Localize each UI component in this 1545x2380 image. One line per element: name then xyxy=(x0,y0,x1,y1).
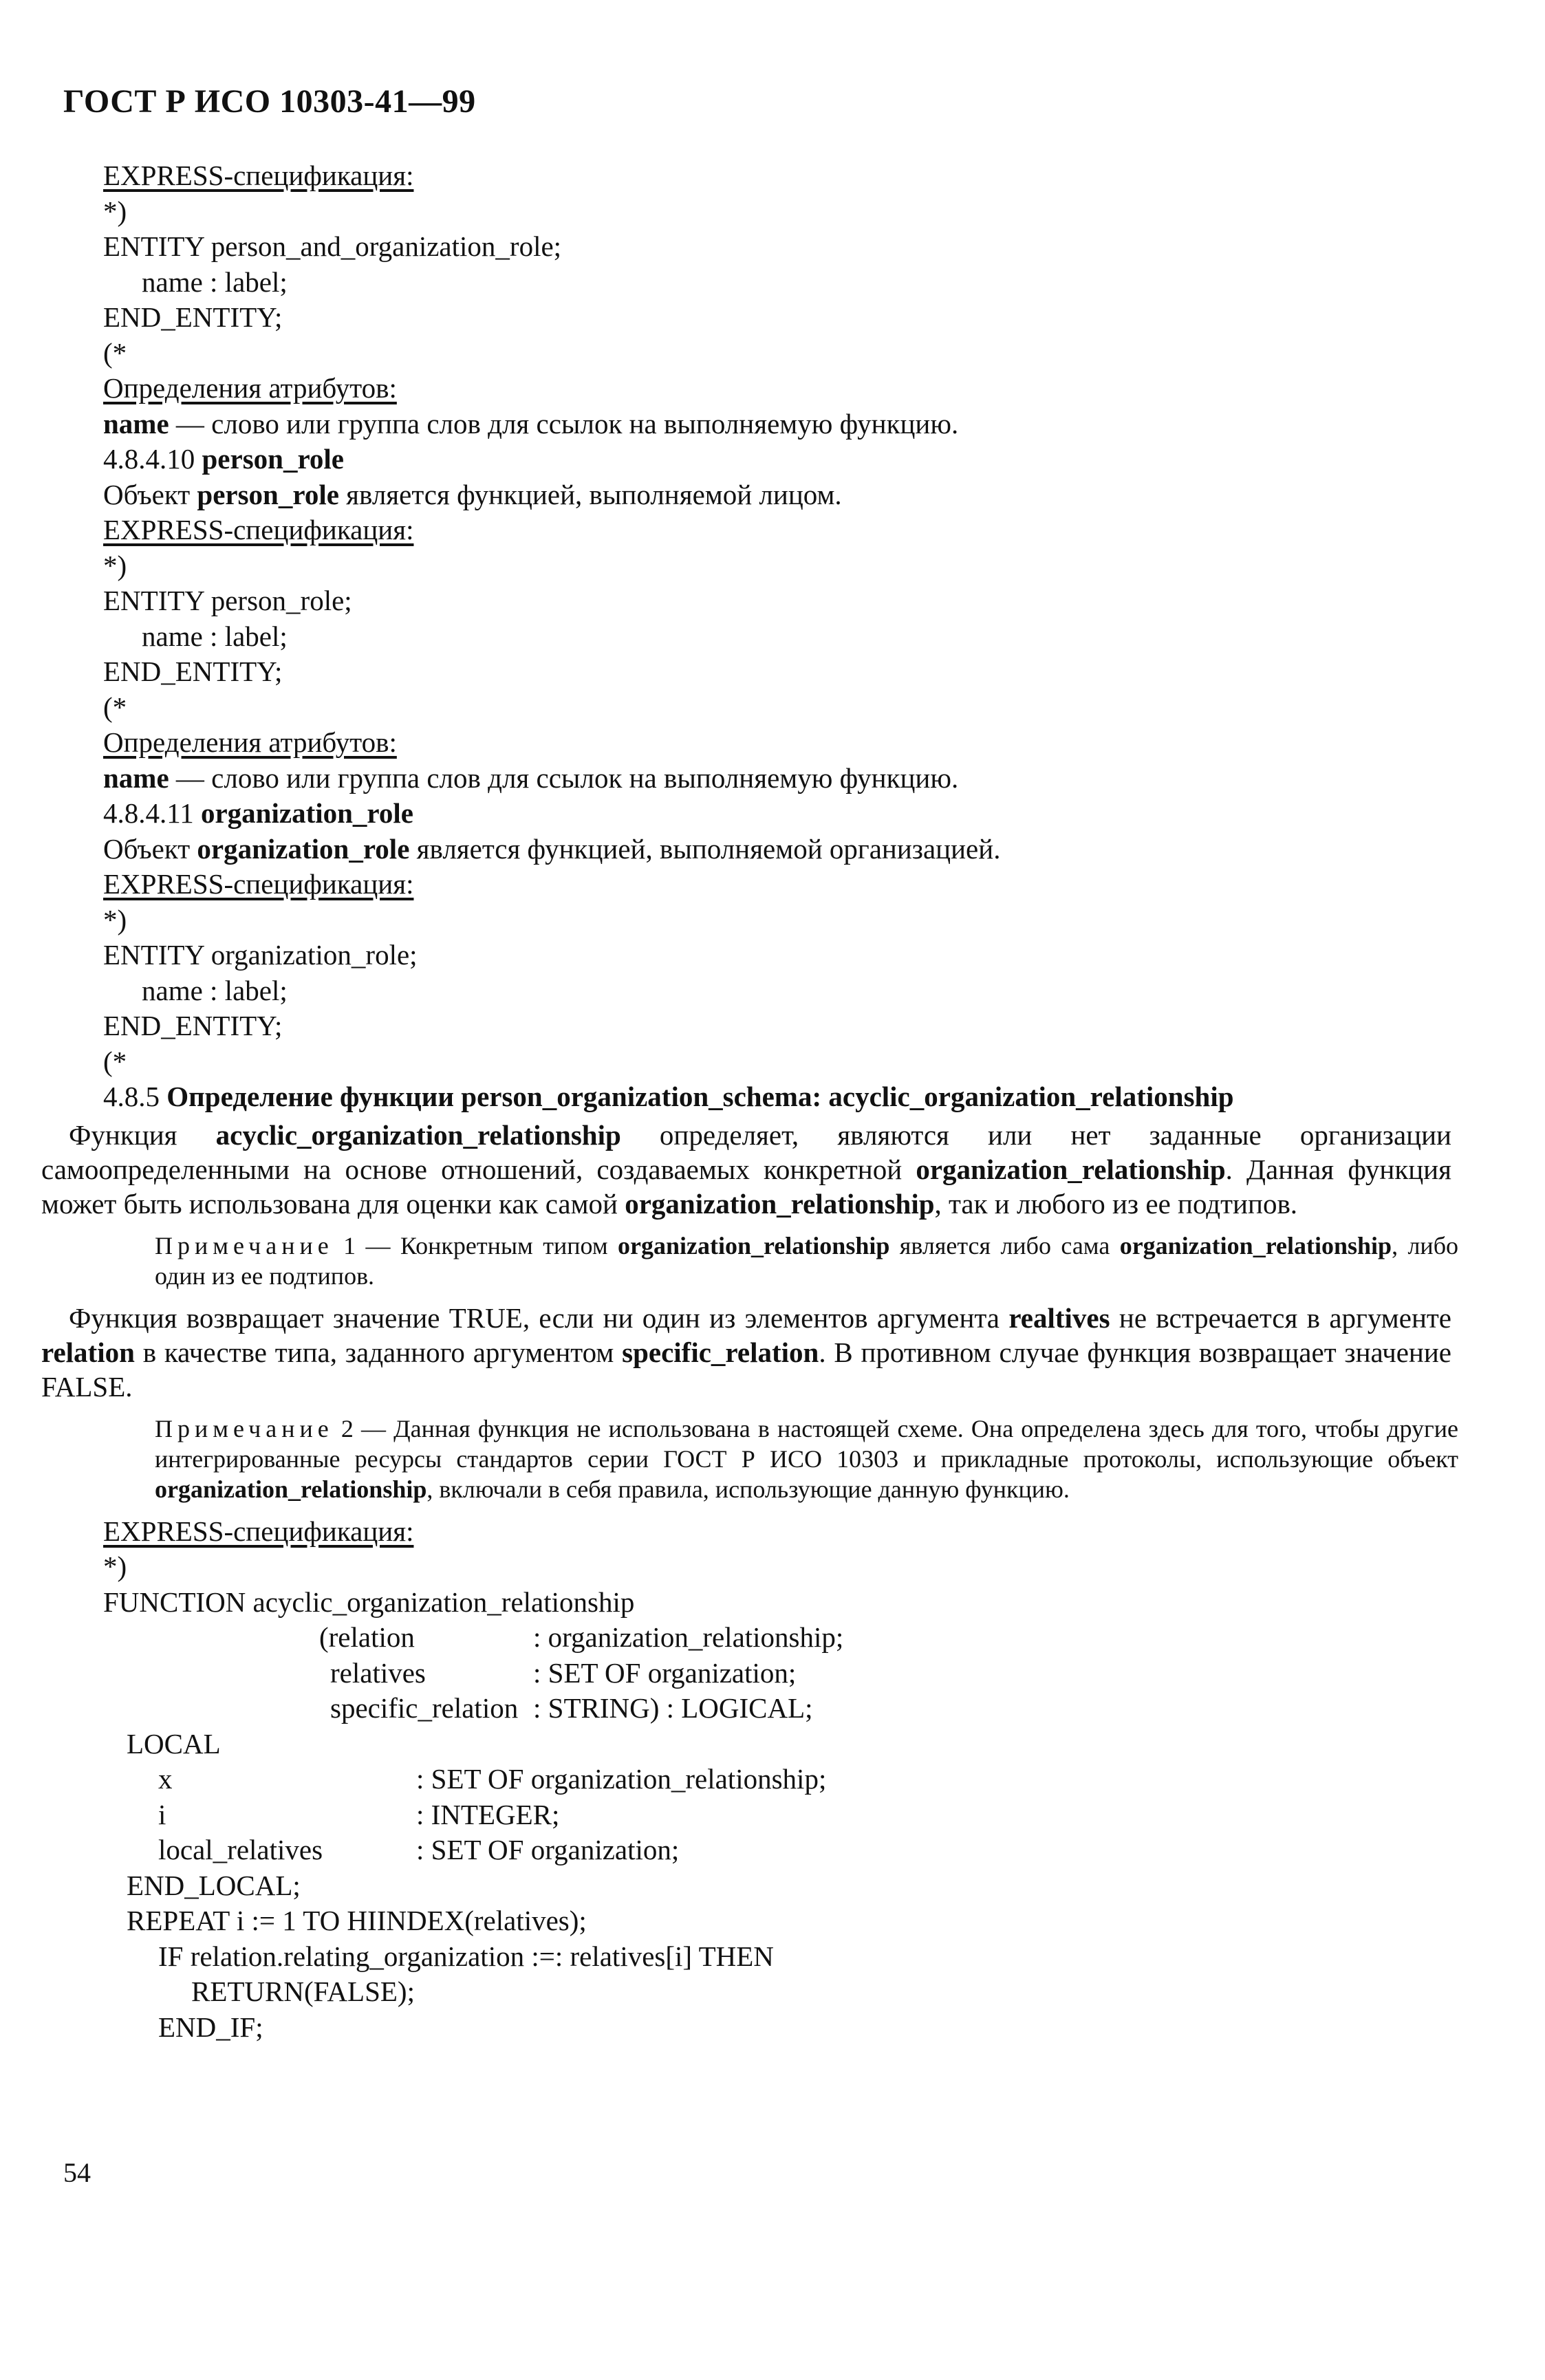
desc-term: person_role xyxy=(197,478,339,510)
code-line xyxy=(103,1762,1445,1797)
if-statement: IF relation.relating_organization :=: relatives[i] THEN xyxy=(158,1940,774,1972)
desc-term: organization_role xyxy=(197,832,410,865)
term: organization_relationship xyxy=(618,1231,890,1259)
page-number: 54 xyxy=(63,2157,91,2188)
end-if: END_IF; xyxy=(158,2011,263,2043)
entity-declaration: ENTITY person_and_organization_role; xyxy=(103,230,562,262)
comment-open: (* xyxy=(103,336,127,369)
term: organization_relationship xyxy=(1119,1231,1392,1259)
comment-open: (* xyxy=(103,691,127,723)
section-title: person_role xyxy=(202,443,345,475)
attribute-text: — слово или группа слов для ссылок на выполняемую функцию. xyxy=(169,407,959,440)
end-entity: END_ENTITY; xyxy=(103,656,283,687)
term: organization_relationship xyxy=(155,1475,427,1503)
section-number: 4.8.4.10 xyxy=(103,443,202,475)
text: . В противном случае функция возвращает значение FALSE. xyxy=(41,1336,1452,1403)
param-type: : organization_relationship; xyxy=(533,1621,844,1653)
var-type: : INTEGER; xyxy=(416,1798,560,1830)
var-type: : SET OF organization_relationship; xyxy=(416,1763,827,1795)
term: realtives xyxy=(1008,1301,1110,1334)
attribute-definitions-label: Определения атрибутов: xyxy=(103,726,397,758)
term: organization_relationship xyxy=(625,1187,935,1220)
attribute-definitions-label: Определения атрибутов: xyxy=(103,372,397,404)
comment-close: *) xyxy=(103,903,127,935)
code-line xyxy=(103,2010,1445,2046)
note xyxy=(155,1414,1458,1504)
desc-text: Объект xyxy=(103,478,197,510)
desc-text: является функцией, выполняемой лицом. xyxy=(338,478,842,510)
code-line xyxy=(103,1691,1445,1727)
code-line xyxy=(103,1832,1445,1868)
text: , включали в себя правила, использующие данную функцию. xyxy=(426,1475,1070,1503)
term: acyclic_organization_relationship xyxy=(215,1118,621,1151)
var-name: local_relatives xyxy=(158,1834,323,1865)
code-line xyxy=(103,1620,1445,1656)
end-entity: END_ENTITY; xyxy=(103,1010,283,1041)
express-spec-label: EXPRESS-спецификация: xyxy=(103,514,414,545)
section-title: organization_role xyxy=(200,797,413,829)
code-line xyxy=(103,1656,1445,1691)
section-title: Определение функции person_organization_schema: acyclic_organization_relationship xyxy=(166,1081,1234,1112)
code-line xyxy=(103,1797,1445,1833)
express-spec-label: EXPRESS-спецификация: xyxy=(103,160,414,191)
section-heading xyxy=(103,796,1445,832)
note-label: Примечание xyxy=(155,1414,334,1442)
text: не встречается в аргументе xyxy=(1110,1301,1451,1334)
desc-text: является функцией, выполняемой организацией. xyxy=(409,832,1001,865)
express-spec-label: EXPRESS-спецификация: xyxy=(103,868,414,900)
return-statement: RETURN(FALSE); xyxy=(191,1976,415,2007)
text: в качестве типа, заданного аргументом xyxy=(134,1336,623,1368)
param-name: relatives xyxy=(330,1656,426,1689)
text: Функция возвращает значение TRUE, если ни один из элементов аргумента xyxy=(69,1301,1009,1334)
comment-close: *) xyxy=(103,549,127,581)
note-label: Примечание xyxy=(155,1231,334,1259)
var-type: : SET OF organization; xyxy=(416,1834,680,1865)
term: organization_relationship xyxy=(916,1153,1226,1185)
document-body xyxy=(41,158,1459,2045)
comment-close: *) xyxy=(103,1550,127,1582)
section-number: 4.8.4.11 xyxy=(103,797,201,829)
section-description xyxy=(103,477,1445,513)
desc-text: Объект xyxy=(103,832,197,865)
end-local: END_LOCAL; xyxy=(127,1869,301,1901)
note xyxy=(155,1231,1458,1291)
param-name: specific_relation xyxy=(330,1692,519,1724)
section-description xyxy=(103,832,1445,867)
term: relation xyxy=(41,1336,135,1368)
local-keyword: LOCAL xyxy=(127,1727,221,1760)
attribute-definition xyxy=(103,407,1445,442)
attribute-declaration: name : label; xyxy=(142,266,288,298)
code-line xyxy=(103,1974,1445,2010)
note-number: 1 — xyxy=(333,1231,400,1259)
section-number: 4.8.5 xyxy=(103,1081,167,1112)
var-name: x xyxy=(158,1763,173,1795)
function-declaration: FUNCTION acyclic_organization_relationship xyxy=(103,1586,635,1618)
paragraph xyxy=(41,1118,1451,1221)
comment-close: *) xyxy=(103,195,127,227)
text: . Данная функция может быть использована для оценки как самой xyxy=(41,1153,1451,1220)
code-line xyxy=(103,1903,1445,1939)
code-line xyxy=(103,1868,1445,1904)
code-line xyxy=(103,1939,1445,1975)
term: specific_relation xyxy=(622,1336,819,1368)
repeat-statement: REPEAT i := 1 TO HIINDEX(relatives); xyxy=(127,1905,587,1936)
page-header: ГОСТ Р ИСО 10303-41—99 xyxy=(63,83,476,120)
text: определяет, являются или нет заданные организации самоопределенными на основе отношений, создаваемых конкретной xyxy=(41,1118,1451,1185)
section-heading xyxy=(103,1079,1445,1115)
note-number: 2 — xyxy=(333,1414,394,1442)
attribute-declaration: name : label; xyxy=(142,620,288,652)
param-name: (relation xyxy=(319,1621,415,1653)
text: Функция xyxy=(69,1118,216,1151)
text: Конкретным типом xyxy=(400,1231,618,1259)
attribute-declaration: name : label; xyxy=(142,974,288,1006)
comment-open: (* xyxy=(103,1045,127,1077)
express-spec-label: EXPRESS-спецификация: xyxy=(103,1515,414,1547)
attribute-term: name xyxy=(103,407,169,440)
attribute-text: — слово или группа слов для ссылок на выполняемую функцию. xyxy=(169,761,959,794)
param-type: : SET OF organization; xyxy=(533,1656,797,1689)
entity-declaration: ENTITY organization_role; xyxy=(103,939,418,971)
paragraph xyxy=(41,1301,1451,1404)
text: является либо сама xyxy=(889,1231,1120,1259)
param-type: : STRING) : LOGICAL; xyxy=(533,1692,813,1724)
attribute-definition xyxy=(103,761,1445,797)
end-entity: END_ENTITY; xyxy=(103,301,283,333)
entity-declaration: ENTITY person_role; xyxy=(103,585,352,616)
var-name: i xyxy=(158,1798,166,1830)
text: , так и любого из ее подтипов. xyxy=(934,1187,1298,1220)
code-line xyxy=(103,1727,1445,1762)
text: Данная функция не использована в настоящей схеме. Она определена здесь для того, чтобы другие интегрированные ресурсы стандартов серии ГОСТ Р ИСО 10303 и прикладные протоколы, использующие объект xyxy=(155,1414,1459,1473)
attribute-term: name xyxy=(103,761,169,794)
section-heading xyxy=(103,442,1445,477)
code-line xyxy=(103,1585,1445,1621)
text: , либо один из ее подтипов. xyxy=(155,1231,1459,1290)
